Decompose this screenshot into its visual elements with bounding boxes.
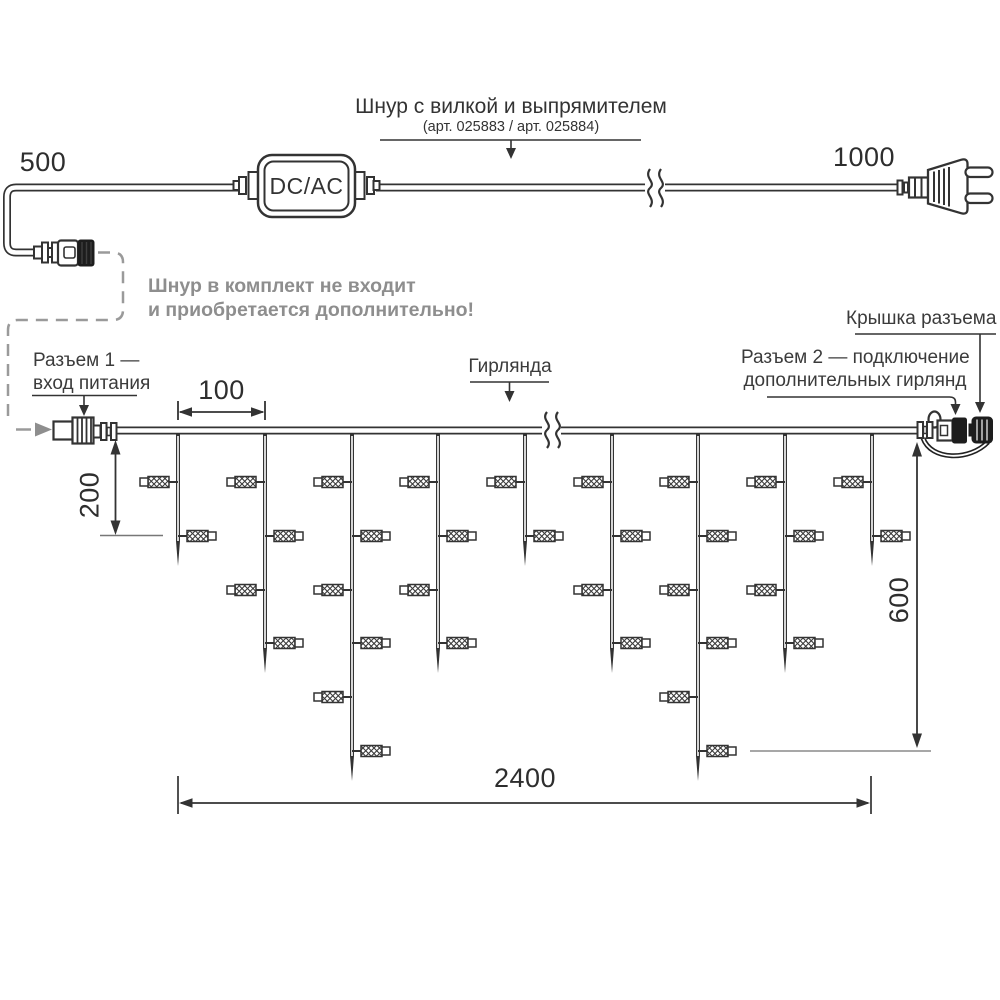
garland-drop — [140, 433, 216, 566]
cap-label: Крышка разъема — [846, 308, 997, 329]
garland-drop — [574, 433, 650, 673]
garland-drop — [227, 433, 303, 673]
lamp-icon — [408, 477, 429, 488]
lamp-icon — [361, 746, 382, 757]
lamp-cap — [382, 747, 390, 755]
garland-label: Гирлянда — [468, 356, 552, 377]
dim-500: 500 — [19, 147, 67, 177]
lamp-icon — [495, 477, 516, 488]
lamp-cap — [382, 639, 390, 647]
lamp-cap — [660, 478, 668, 486]
lamp-icon — [447, 531, 468, 542]
lamp-cap — [574, 478, 582, 486]
dim-1000: 1000 — [832, 142, 896, 172]
lamp-cap — [295, 639, 303, 647]
lamp-icon — [582, 585, 603, 596]
lamp-cap — [314, 478, 322, 486]
lamp-icon — [322, 585, 343, 596]
gray-arrow-icon — [35, 423, 52, 437]
connector1-line2: вход питания — [33, 373, 151, 394]
garland-drop — [747, 433, 823, 673]
cable-break-icon — [645, 169, 665, 207]
lamp-icon — [794, 638, 815, 649]
lamp-cap — [728, 639, 736, 647]
lamp-icon — [707, 746, 728, 757]
cord-label-line1: Шнур с вилкой и выпрямителем — [355, 95, 667, 118]
lamp-icon — [881, 531, 902, 542]
dim-2400: 2400 — [493, 763, 557, 793]
lamp-icon — [755, 477, 776, 488]
lamp-icon — [707, 638, 728, 649]
lamp-cap — [314, 586, 322, 594]
lamp-icon — [447, 638, 468, 649]
connector1-line1: Разъем 1 — — [33, 350, 140, 371]
drop-tip — [523, 541, 527, 566]
drop-tip — [783, 648, 787, 673]
drop-tip — [696, 756, 700, 781]
lamp-cap — [208, 532, 216, 540]
dim-100: 100 — [198, 375, 245, 405]
dim-600: 600 — [884, 576, 914, 624]
converter-label: DC/AC — [269, 172, 344, 199]
lamp-icon — [842, 477, 863, 488]
lamp-icon — [274, 531, 295, 542]
lamp-cap — [747, 586, 755, 594]
note-line2: и приобретается дополнительно! — [148, 299, 475, 321]
lamp-cap — [747, 478, 755, 486]
leader-connector1 — [32, 396, 137, 417]
lamp-icon — [621, 638, 642, 649]
garland-drop — [400, 433, 476, 673]
drop-tip — [263, 648, 267, 673]
lamp-icon — [707, 531, 728, 542]
lamp-icon — [322, 477, 343, 488]
lamp-icon — [148, 477, 169, 488]
lamp-cap — [660, 586, 668, 594]
connector2-line1: Разъем 2 — подключение — [741, 347, 970, 368]
power-plug-icon — [898, 159, 993, 213]
lamp-icon — [668, 477, 689, 488]
lamp-icon — [235, 477, 256, 488]
connector-2 — [918, 412, 994, 456]
dim-200: 200 — [74, 471, 105, 519]
lamp-cap — [314, 693, 322, 701]
lamp-cap — [227, 586, 235, 594]
leader-cord-label — [380, 140, 641, 159]
lamp-cap — [642, 532, 650, 540]
connector2-line2: дополнительных гирлянд — [743, 370, 967, 391]
lamp-cap — [902, 532, 910, 540]
garland-break-icon — [542, 412, 561, 448]
connector1-label — [33, 349, 150, 395]
drop-tip — [610, 648, 614, 673]
connector2-label — [741, 346, 969, 392]
lamp-icon — [361, 531, 382, 542]
lamp-cap — [382, 532, 390, 540]
drop-tip — [176, 541, 180, 566]
power-cable — [7, 188, 898, 253]
garland-drops — [140, 433, 910, 781]
connector-1 — [54, 418, 117, 444]
lamp-icon — [668, 692, 689, 703]
lamp-cap — [555, 532, 563, 540]
lamp-icon — [187, 531, 208, 542]
lamp-icon — [534, 531, 555, 542]
lamp-icon — [274, 638, 295, 649]
garland-drop — [660, 433, 736, 781]
lamp-cap — [728, 532, 736, 540]
lamp-cap — [834, 478, 842, 486]
lamp-cap — [295, 532, 303, 540]
lamp-cap — [728, 747, 736, 755]
note-line1: Шнур в комплект не входит — [148, 275, 416, 297]
drop-tip — [870, 541, 874, 566]
not-included-note — [148, 274, 474, 322]
lamp-cap — [400, 586, 408, 594]
garland-drop — [487, 433, 563, 566]
lamp-icon — [621, 531, 642, 542]
lamp-icon — [235, 585, 256, 596]
dashed-route — [8, 253, 123, 437]
lamp-cap — [815, 639, 823, 647]
cord-label-line2: (арт. 025883 / арт. 025884) — [422, 119, 600, 135]
leader-garland — [470, 382, 549, 402]
lamp-cap — [815, 532, 823, 540]
garland-drop — [834, 433, 910, 566]
garland-drop — [314, 433, 390, 781]
lamp-cap — [468, 639, 476, 647]
connector-cap-icon — [972, 417, 994, 444]
lamp-cap — [227, 478, 235, 486]
lamp-icon — [322, 692, 343, 703]
lamp-cap — [400, 478, 408, 486]
lamp-cap — [468, 532, 476, 540]
lamp-icon — [668, 585, 689, 596]
lamp-icon — [408, 585, 429, 596]
lamp-icon — [361, 638, 382, 649]
drop-tip — [436, 648, 440, 673]
drop-tip — [350, 756, 354, 781]
cord-connector — [34, 240, 95, 267]
lamp-icon — [755, 585, 776, 596]
lamp-cap — [642, 639, 650, 647]
lamp-cap — [487, 478, 495, 486]
lamp-cap — [574, 586, 582, 594]
lamp-cap — [140, 478, 148, 486]
lamp-icon — [794, 531, 815, 542]
lamp-cap — [660, 693, 668, 701]
lamp-icon — [582, 477, 603, 488]
